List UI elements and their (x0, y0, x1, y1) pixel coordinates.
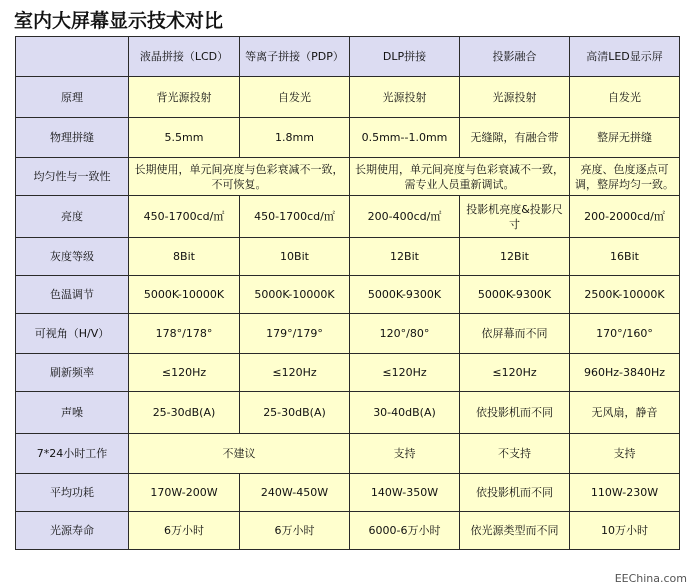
table-cell: ≤120Hz (240, 354, 350, 392)
table-cell: 背光源投射 (129, 77, 240, 118)
table-cell: 170W-200W (129, 474, 240, 512)
table-row (16, 118, 680, 158)
row-header: 7*24小时工作 (16, 434, 129, 474)
table-cell: 光源投射 (460, 77, 570, 118)
table-cell: 25-30dB(A) (129, 392, 240, 434)
row-header: 平均功耗 (16, 474, 129, 512)
row-header: 灰度等级 (16, 238, 129, 276)
table-cell-merged: 不支持 (460, 434, 570, 474)
table-cell: 6万小时 (240, 512, 350, 550)
row-header: 可视角（H/V） (16, 314, 129, 354)
table-cell: 2500K-10000K (570, 276, 680, 314)
page-title: 室内大屏幕显示技术对比 (14, 10, 224, 32)
table-cell: 5000K-9300K (350, 276, 460, 314)
table-cell: 10Bit (240, 238, 350, 276)
table-cell: 依投影机而不同 (460, 392, 570, 434)
table-cell: 5.5mm (129, 118, 240, 158)
table-row (16, 434, 680, 474)
table-cell: 6000-6万小时 (350, 512, 460, 550)
table-cell-merged: 亮度、色度逐点可调，整屏均匀一致。 (570, 158, 680, 196)
watermark: EEChina.com (614, 572, 687, 585)
table-cell: 170°/160° (570, 314, 680, 354)
table-cell-merged: 不建议 (129, 434, 350, 474)
table-row (16, 392, 680, 434)
table-cell: 依投影机而不同 (460, 474, 570, 512)
table-row (16, 314, 680, 354)
table-cell: 5000K-10000K (129, 276, 240, 314)
table-cell: 无缝隙，有融合带 (460, 118, 570, 158)
table-cell: 450-1700cd/㎡ (240, 196, 350, 238)
table-cell: 1.8mm (240, 118, 350, 158)
column-header: 等离子拼接（PDP） (240, 37, 350, 77)
table-cell-merged: 支持 (350, 434, 460, 474)
table-cell: 依屏幕而不同 (460, 314, 570, 354)
table-cell: 240W-450W (240, 474, 350, 512)
table-cell: 5000K-10000K (240, 276, 350, 314)
table-cell: 140W-350W (350, 474, 460, 512)
row-header: 色温调节 (16, 276, 129, 314)
table-cell: 110W-230W (570, 474, 680, 512)
table-row (16, 77, 680, 118)
table-corner-cell (16, 37, 129, 77)
column-header: 高清LED显示屏 (570, 37, 680, 77)
table-row (16, 354, 680, 392)
table-row (16, 196, 680, 238)
column-header: DLP拼接 (350, 37, 460, 77)
row-header: 原理 (16, 77, 129, 118)
row-header: 亮度 (16, 196, 129, 238)
table-cell: 200-2000cd/㎡ (570, 196, 680, 238)
table-cell: 30-40dB(A) (350, 392, 460, 434)
table-row (16, 512, 680, 550)
table-cell: ≤120Hz (129, 354, 240, 392)
table-cell: 0.5mm--1.0mm (350, 118, 460, 158)
table-cell: 8Bit (129, 238, 240, 276)
column-header: 液晶拼接（LCD） (129, 37, 240, 77)
table-cell: 120°/80° (350, 314, 460, 354)
table-cell: 16Bit (570, 238, 680, 276)
table-row (16, 276, 680, 314)
table-cell: 12Bit (350, 238, 460, 276)
table-cell: 无风扇，静音 (570, 392, 680, 434)
table-row (16, 474, 680, 512)
row-header: 物理拼缝 (16, 118, 129, 158)
row-header: 均匀性与一致性 (16, 158, 129, 196)
row-header: 光源寿命 (16, 512, 129, 550)
table-cell: 依光源类型而不同 (460, 512, 570, 550)
table-cell: 960Hz-3840Hz (570, 354, 680, 392)
table-cell: 6万小时 (129, 512, 240, 550)
table-row (16, 158, 680, 196)
table-cell: 25-30dB(A) (240, 392, 350, 434)
table-cell: ≤120Hz (460, 354, 570, 392)
table-cell: 整屏无拼缝 (570, 118, 680, 158)
table-row (16, 238, 680, 276)
table-cell: 200-400cd/㎡ (350, 196, 460, 238)
row-header: 刷新频率 (16, 354, 129, 392)
table-cell: 自发光 (570, 77, 680, 118)
column-header: 投影融合 (460, 37, 570, 77)
comparison-table (15, 36, 680, 550)
row-header: 声噪 (16, 392, 129, 434)
table-cell-merged: 支持 (570, 434, 680, 474)
table-cell: ≤120Hz (350, 354, 460, 392)
table-cell: 光源投射 (350, 77, 460, 118)
table-cell: 5000K-9300K (460, 276, 570, 314)
table-cell: 179°/179° (240, 314, 350, 354)
table-cell-merged: 长期使用，单元间亮度与色彩衰减不一致，不可恢复。 (129, 158, 350, 196)
table-cell: 178°/178° (129, 314, 240, 354)
table-cell-merged: 长期使用，单元间亮度与色彩衰减不一致，需专业人员重新调试。 (350, 158, 570, 196)
table-header-row (16, 37, 680, 77)
table-cell: 投影机亮度&投影尺寸 (460, 196, 570, 238)
table-cell: 10万小时 (570, 512, 680, 550)
table-cell: 自发光 (240, 77, 350, 118)
table-cell: 12Bit (460, 238, 570, 276)
table-cell: 450-1700cd/㎡ (129, 196, 240, 238)
